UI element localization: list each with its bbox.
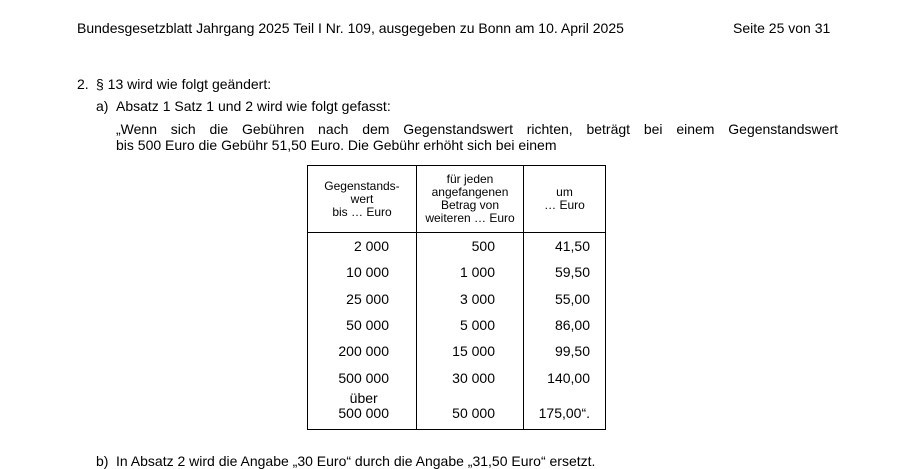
cell-value: 500 000	[308, 364, 417, 390]
cell-fee: 86,00	[524, 312, 606, 338]
cell-step: 500	[417, 233, 524, 260]
item-a-label: a)	[96, 98, 109, 114]
item-b-label: b)	[96, 453, 109, 469]
table-row	[308, 364, 606, 390]
page-number: Seite 25 von 31	[733, 20, 831, 36]
cell-fee: 59,50	[524, 259, 606, 285]
cell-fee: 41,50	[524, 233, 606, 260]
cell-fee: 175,00“.	[524, 391, 606, 430]
table-row	[308, 233, 606, 260]
header-line: … Euro	[544, 198, 585, 212]
cell-fee: 99,50	[524, 338, 606, 364]
table-row	[308, 338, 606, 364]
header-line: Gegenstands-	[324, 178, 400, 193]
gazette-header: Bundesgesetzblatt Jahrgang 2025 Teil I Nr. 109, ausgegeben zu Bonn am 10. April 2025	[77, 20, 624, 36]
cell-value	[308, 391, 417, 430]
cell-step: 15 000	[417, 338, 524, 364]
cell-value: 10 000	[308, 259, 417, 285]
header-line: um	[556, 185, 573, 199]
quote-line-1: „Wenn sich die Gebühren nach dem Gegenstandswert richten, beträgt bei einem Gegenstandswert	[116, 121, 838, 137]
cell-step: 3 000	[417, 286, 524, 312]
over-value: 500 000	[338, 404, 389, 421]
over-label: über	[349, 389, 378, 406]
item-a-text: Absatz 1 Satz 1 und 2 wird wie folgt gefasst:	[116, 98, 391, 114]
header-line: Betrag von	[440, 198, 500, 212]
item-number-2: 2.	[77, 76, 89, 92]
header-line: angefangenen	[431, 185, 509, 199]
header-fee-increase	[524, 166, 606, 233]
cell-step: 30 000	[417, 364, 524, 390]
header-line: wert	[350, 191, 374, 206]
item-b-text: In Absatz 2 wird die Angabe „30 Euro“ durch die Angabe „31,50 Euro“ ersetzt.	[116, 453, 596, 469]
table-row	[308, 286, 606, 312]
fee-table	[307, 165, 606, 430]
cell-step: 5 000	[417, 312, 524, 338]
table-header-row	[308, 166, 606, 233]
header-increment	[417, 166, 524, 233]
table-row	[308, 259, 606, 285]
amendment-quote	[116, 121, 838, 153]
table-row	[308, 312, 606, 338]
cell-value: 50 000	[308, 312, 417, 338]
item-2-text: § 13 wird wie folgt geändert:	[96, 76, 272, 92]
cell-value-stack	[338, 391, 389, 421]
cell-step: 1 000	[417, 259, 524, 285]
cell-step: 50 000	[417, 391, 524, 430]
cell-fee: 140,00	[524, 364, 606, 390]
header-line: weiteren … Euro	[425, 211, 515, 225]
cell-value: 25 000	[308, 286, 417, 312]
cell-value: 200 000	[308, 338, 417, 364]
header-subject-value	[308, 166, 417, 233]
cell-value: 2 000	[308, 233, 417, 260]
header-line: bis … Euro	[332, 204, 392, 219]
table-row-last	[308, 391, 606, 430]
quote-line-2: bis 500 Euro die Gebühr 51,50 Euro. Die Gebühr erhöht sich bei einem	[116, 137, 557, 153]
cell-fee: 55,00	[524, 286, 606, 312]
header-line: für jeden	[446, 172, 494, 186]
